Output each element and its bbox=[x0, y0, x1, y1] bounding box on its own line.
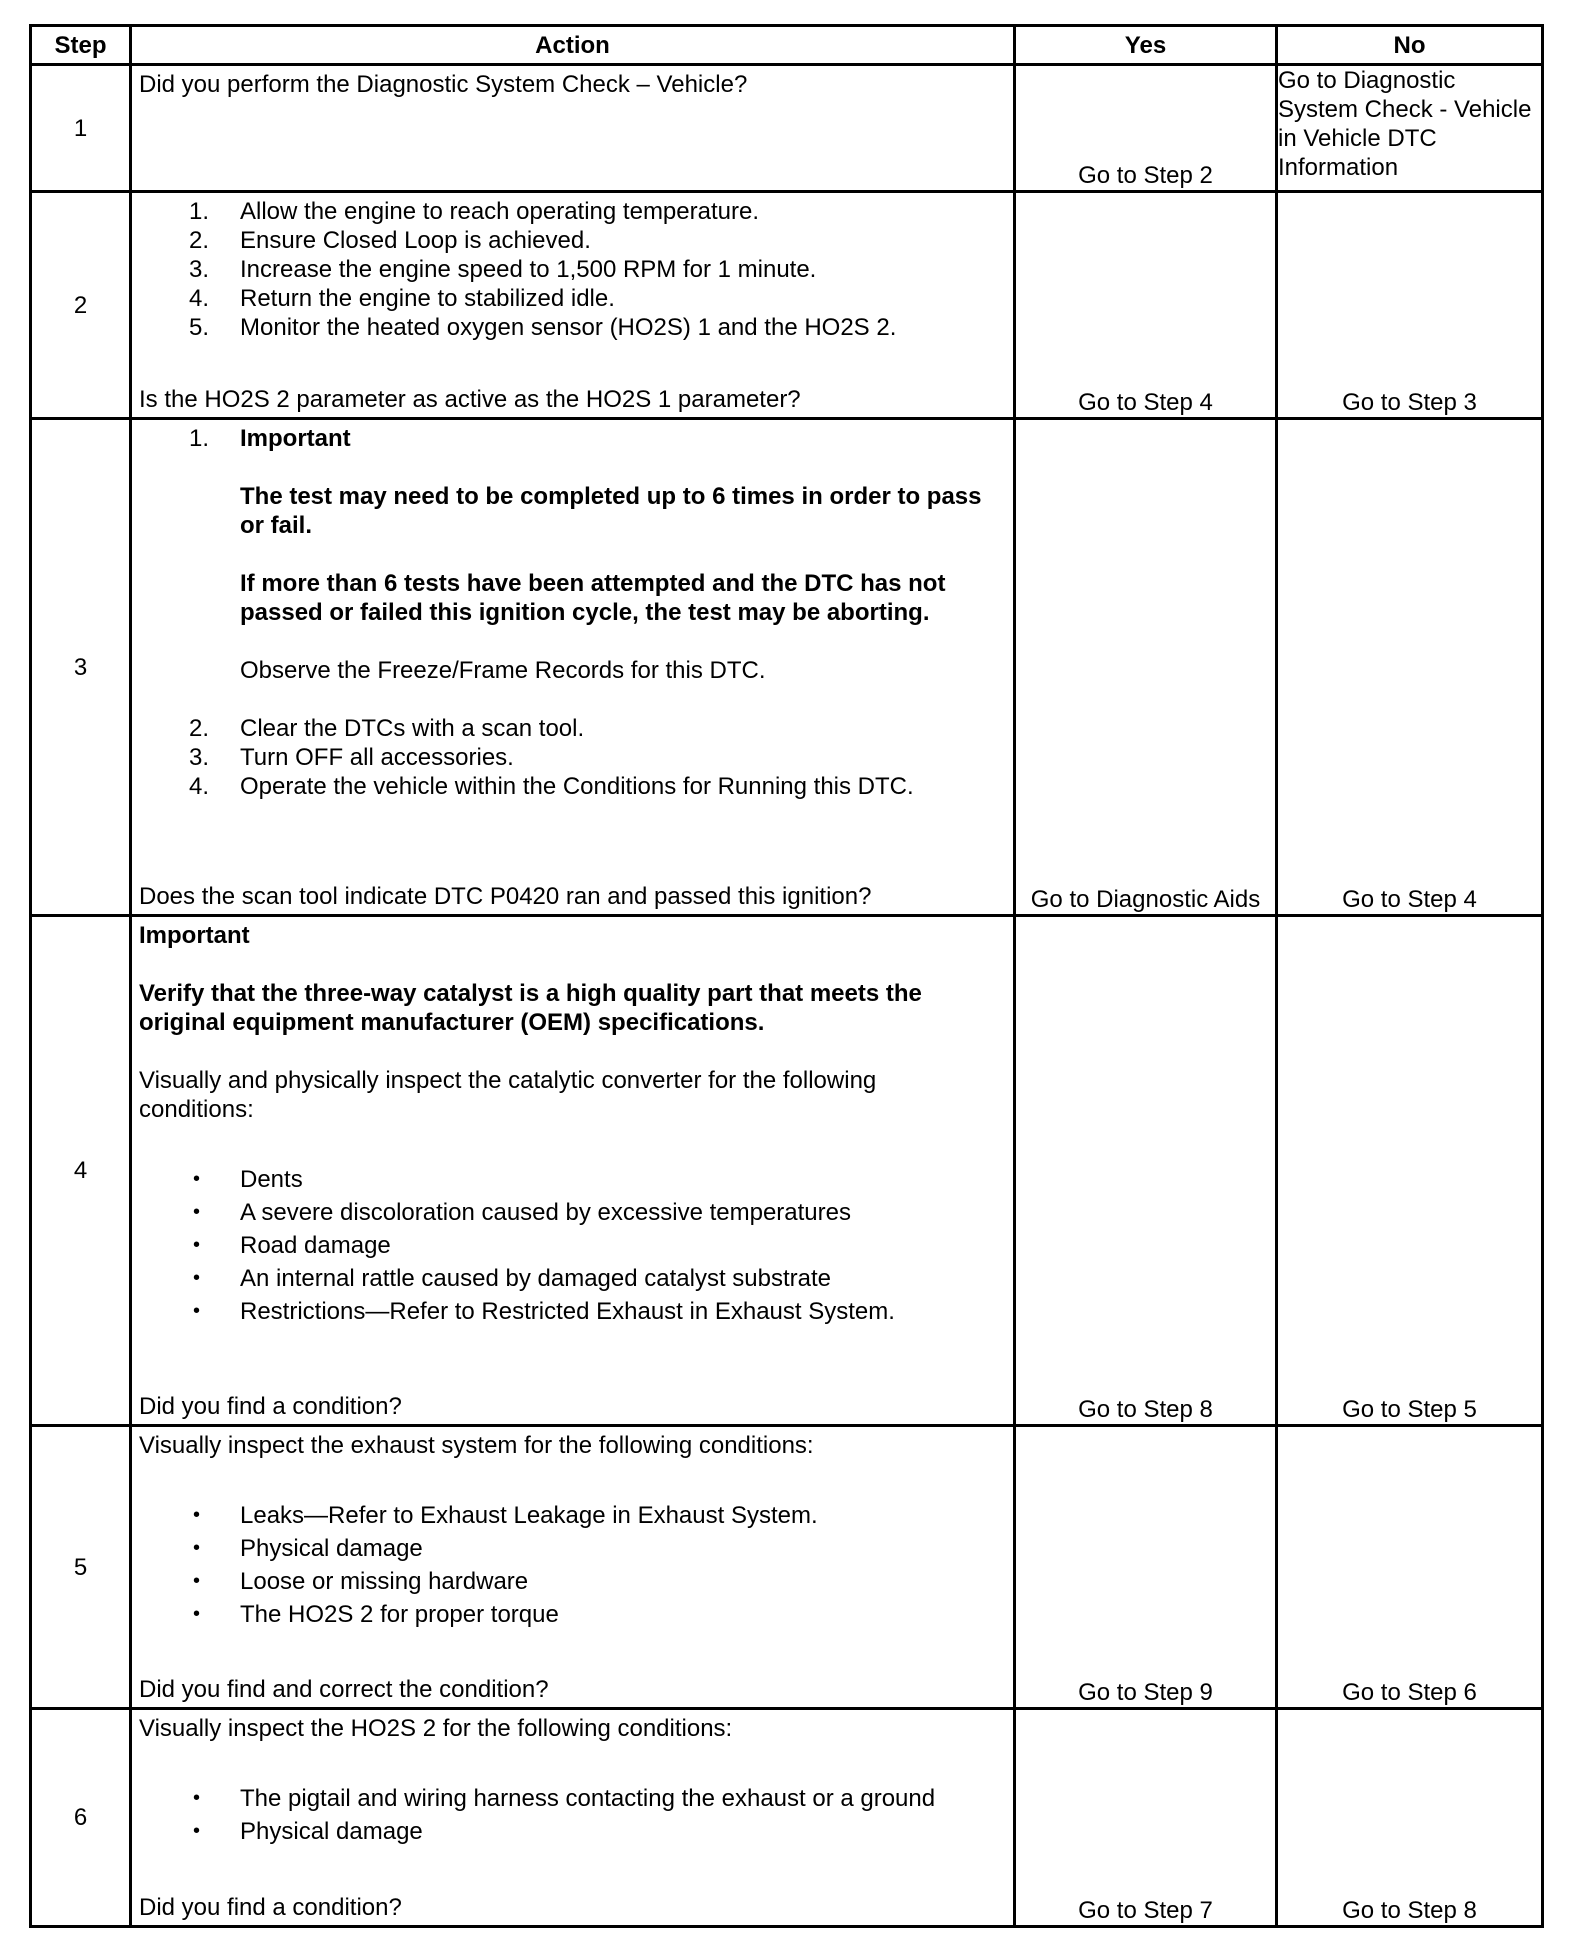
list-item: • Physical damage bbox=[193, 1818, 423, 1845]
important-label: Important bbox=[240, 425, 351, 452]
diagnostic-table bbox=[29, 24, 1544, 1928]
no-result: Go to Step 4 bbox=[1277, 419, 1543, 916]
yes-result: Go to Step 4 bbox=[1015, 192, 1277, 419]
bullet-list bbox=[139, 1501, 1005, 1629]
question-text: Did you find a condition? bbox=[139, 1894, 402, 1921]
no-result: Go to Diagnostic System Check - Vehicle in Vehicle DTC Information bbox=[1277, 65, 1543, 192]
action-cell bbox=[131, 1426, 1015, 1709]
no-result: Go to Step 6 bbox=[1277, 1426, 1543, 1709]
important-note: Verify that the three-way catalyst is a high quality part that meets the original equipment manufacturer (OEM) specifications. bbox=[139, 980, 922, 1036]
important-note: The test may need to be completed up to 6 times in order to pass or fail. bbox=[240, 483, 982, 539]
bullet-list bbox=[139, 1784, 1005, 1846]
list-item: • Physical damage bbox=[193, 1535, 423, 1562]
step-number: 5 bbox=[31, 1426, 131, 1709]
list-item: • Restrictions—Refer to Restricted Exhaust in Exhaust System. bbox=[193, 1298, 895, 1325]
yes-result: Go to Step 9 bbox=[1015, 1426, 1277, 1709]
list-item: • Road damage bbox=[193, 1232, 391, 1259]
numbered-item: 5. Monitor the heated oxygen sensor (HO2S) 1 and the HO2S 2. bbox=[189, 314, 897, 341]
header-row bbox=[31, 26, 1543, 65]
numbered-item: 3. Increase the engine speed to 1,500 RPM for 1 minute. bbox=[189, 256, 817, 283]
no-result: Go to Step 5 bbox=[1277, 916, 1543, 1426]
list-item: • The HO2S 2 for proper torque bbox=[193, 1601, 559, 1628]
question-text: Does the scan tool indicate DTC P0420 ran and passed this ignition? bbox=[139, 883, 872, 910]
header-action: Action bbox=[131, 26, 1015, 65]
numbered-item: 4. Operate the vehicle within the Conditions for Running this DTC. bbox=[189, 773, 914, 800]
no-result: Go to Step 8 bbox=[1277, 1709, 1543, 1927]
list-item: • The pigtail and wiring harness contacting the exhaust or a ground bbox=[193, 1785, 936, 1812]
table-row bbox=[31, 1426, 1543, 1709]
action-cell bbox=[131, 65, 1015, 192]
numbered-item: 3. Turn OFF all accessories. bbox=[189, 744, 514, 771]
header-step: Step bbox=[31, 26, 131, 65]
list-item: • Leaks—Refer to Exhaust Leakage in Exhaust System. bbox=[193, 1502, 818, 1529]
yes-result: Go to Diagnostic Aids bbox=[1015, 419, 1277, 916]
numbered-item: 2. Clear the DTCs with a scan tool. bbox=[189, 715, 585, 742]
action-cell bbox=[131, 916, 1015, 1426]
list-item: • Loose or missing hardware bbox=[193, 1568, 529, 1595]
action-cell bbox=[131, 192, 1015, 419]
action-cell bbox=[131, 419, 1015, 916]
list-item: • A severe discoloration caused by excessive temperatures bbox=[193, 1199, 851, 1226]
table-row bbox=[31, 419, 1543, 916]
numbered-item: 2. Ensure Closed Loop is achieved. bbox=[189, 227, 591, 254]
intro-text: Visually inspect the HO2S 2 for the following conditions: bbox=[139, 1715, 733, 1742]
list-item: • Dents bbox=[193, 1166, 303, 1193]
question-text: Is the HO2S 2 parameter as active as the HO2S 1 parameter? bbox=[139, 386, 801, 413]
step-number: 2 bbox=[31, 192, 131, 419]
step-number: 3 bbox=[31, 419, 131, 916]
observe-text: Observe the Freeze/Frame Records for this DTC. bbox=[240, 657, 766, 684]
header-yes: Yes bbox=[1015, 26, 1277, 65]
yes-result: Go to Step 8 bbox=[1015, 916, 1277, 1426]
numbered-item: 1. Important The test may need to be completed up to 6 times in order to pass or fail. If more than 6 tests have been attempted and the DTC has not passed or failed this ignition cycle, the test may be aborting. Observe the Freeze/Frame Records for this DTC. bbox=[139, 424, 1005, 714]
question-text: Did you find and correct the condition? bbox=[139, 1676, 549, 1703]
table-row bbox=[31, 65, 1543, 192]
yes-result: Go to Step 7 bbox=[1015, 1709, 1277, 1927]
numbered-item: 4. Return the engine to stabilized idle. bbox=[189, 285, 615, 312]
step-number: 6 bbox=[31, 1709, 131, 1927]
yes-result: Go to Step 2 bbox=[1015, 65, 1277, 192]
action-cell bbox=[131, 1709, 1015, 1927]
important-label: Important bbox=[139, 922, 250, 949]
action-text: Did you perform the Diagnostic System Check – Vehicle? bbox=[139, 71, 748, 98]
important-note: If more than 6 tests have been attempted and the DTC has not passed or failed this ignition cycle, the test may be aborting. bbox=[240, 570, 946, 626]
step-number: 1 bbox=[31, 65, 131, 192]
intro-text: Visually inspect the exhaust system for the following conditions: bbox=[139, 1432, 814, 1459]
table-row bbox=[31, 192, 1543, 419]
bullet-list bbox=[139, 1165, 1005, 1326]
question-text: Did you find a condition? bbox=[139, 1393, 402, 1420]
step-number: 4 bbox=[31, 916, 131, 1426]
list-item: • An internal rattle caused by damaged catalyst substrate bbox=[193, 1265, 831, 1292]
table-row bbox=[31, 1709, 1543, 1927]
intro-text: Visually and physically inspect the catalytic converter for the following conditions: bbox=[139, 1067, 877, 1123]
table-row bbox=[31, 916, 1543, 1426]
numbered-item: 1. Allow the engine to reach operating temperature. bbox=[189, 198, 759, 225]
header-no: No bbox=[1277, 26, 1543, 65]
no-result: Go to Step 3 bbox=[1277, 192, 1543, 419]
